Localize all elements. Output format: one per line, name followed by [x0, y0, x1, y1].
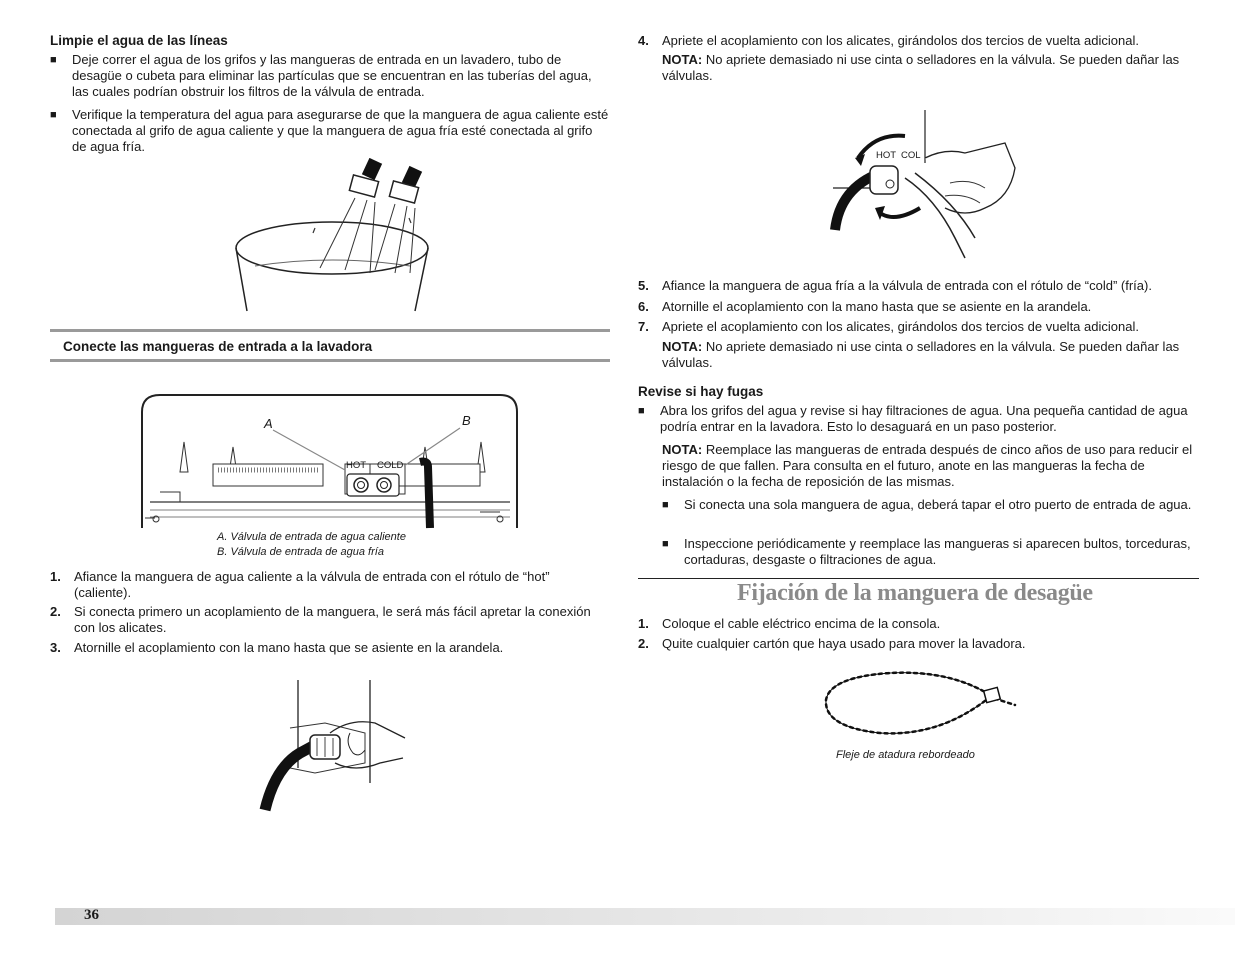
- list-item: [50, 107, 610, 155]
- step-number: 7.: [638, 319, 649, 334]
- note-label: NOTA:: [662, 52, 703, 67]
- step-item: [638, 616, 1198, 632]
- step-number: 5.: [638, 278, 649, 293]
- note-text: Reemplace las mangueras de entrada después de cinco años de uso para reducir el riesgo de que fallen. Para consulta en el futuro, anote en las mangueras la fecha de instalación o la fecha de reposición de las mismas.: [662, 442, 1193, 489]
- bullet-text: Deje correr el agua de los grifos y las mangueras de entrada en un lavadero, tubo de desagüe o cubeta para eliminar las partículas que se encuentran en las tuberías del agua, las cuales podrían obstruir los filtros de la válvula de entrada.: [72, 52, 592, 99]
- list-item: [50, 52, 610, 100]
- step-text: Coloque el cable eléctrico encima de la consola.: [662, 616, 941, 631]
- step-item: [638, 319, 1198, 335]
- divider: [50, 329, 610, 332]
- bullet-text: Verifique la temperatura del agua para asegurarse de que la manguera de agua caliente esté conectada al grifo de agua caliente y que la manguera de agua fría esté conectada al grifo de agua fría.: [72, 107, 609, 154]
- step-text: Afiance la manguera de agua fría a la válvula de entrada con el rótulo de “cold” (fría).: [662, 278, 1152, 293]
- step-item: [638, 33, 1198, 49]
- step-number: 3.: [50, 640, 61, 655]
- note-text: No apriete demasiado ni use cinta o selladores en la válvula. Se pueden dañar las válvulas.: [662, 339, 1180, 370]
- figure-label-a: A: [264, 416, 273, 431]
- hot-label: HOT: [876, 150, 897, 161]
- step-number: 4.: [638, 33, 649, 48]
- step-text: Quite cualquier cartón que haya usado para mover la lavadora.: [662, 636, 1026, 651]
- step-item: [638, 278, 1198, 294]
- section-title-clean-lines: Limpie el agua de las líneas: [50, 33, 228, 48]
- cold-label: COLD: [377, 460, 404, 471]
- pliers-tighten-illustration: [825, 108, 1025, 268]
- page-number: 36: [84, 907, 99, 923]
- step-number: 1.: [50, 569, 61, 584]
- note: [662, 442, 1200, 490]
- bucket-illustration: [225, 158, 440, 318]
- bullet-text: Inspeccione periódicamente y reemplace las mangueras si aparecen bultos, torceduras, cortaduras, desgaste o filtraciones de agua.: [684, 536, 1191, 567]
- note: [662, 339, 1200, 371]
- step-item: [50, 640, 610, 656]
- bullet-text: Abra los grifos del agua y revise si hay filtraciones de agua. Una pequeña cantidad de agua podría entrar en la lavadora. Esto lo desaguará en un paso posterior.: [660, 403, 1188, 434]
- main-section-title: Fijación de la manguera de desagüe: [737, 580, 1093, 606]
- section-title-check-leaks: Revise si hay fugas: [638, 384, 764, 399]
- note-text: No apriete demasiado ni use cinta o selladores en la válvula. Se pueden dañar las válvulas.: [662, 52, 1180, 83]
- step-text: Apriete el acoplamiento con los alicates, girándolos dos tercios de vuelta adicional.: [662, 33, 1139, 48]
- cold-label: COL: [901, 150, 921, 161]
- step-item: [638, 636, 1198, 652]
- divider: [50, 359, 610, 362]
- divider: [638, 578, 1199, 579]
- figure-caption-a: A. Válvula de entrada de agua caliente: [217, 531, 406, 543]
- figure-caption-tie: Fleje de atadura rebordeado: [836, 749, 975, 761]
- list-item: [638, 403, 1200, 435]
- step-item: [50, 604, 610, 636]
- step-item: [50, 569, 610, 601]
- figure-label-b: B: [462, 413, 471, 428]
- figure-caption-b: B. Válvula de entrada de agua fría: [217, 546, 384, 558]
- hot-label: HOT: [346, 460, 367, 471]
- bullet-icon: ■: [662, 538, 669, 550]
- bullet-icon: ■: [662, 499, 669, 511]
- note-label: NOTA:: [662, 442, 703, 457]
- step-number: 1.: [638, 616, 649, 631]
- footer-bar: [55, 908, 1235, 925]
- step-text: Apriete el acoplamiento con los alicates, girándolos dos tercios de vuelta adicional.: [662, 319, 1139, 334]
- step-text: Atornille el acoplamiento con la mano hasta que se asiente en la arandela.: [74, 640, 504, 655]
- list-item: [662, 497, 1200, 513]
- list-item: [662, 536, 1200, 568]
- note-label: NOTA:: [662, 339, 703, 354]
- step-text: Atornille el acoplamiento con la mano hasta que se asiente en la arandela.: [662, 299, 1092, 314]
- step-item: [638, 299, 1198, 315]
- bullet-icon: ■: [638, 405, 645, 417]
- step-number: 6.: [638, 299, 649, 314]
- hand-tighten-illustration: [255, 678, 415, 813]
- step-number: 2.: [638, 636, 649, 651]
- bullet-text: Si conecta una sola manguera de agua, deberá tapar el otro puerto de entrada de agua.: [684, 497, 1192, 512]
- bullet-icon: ■: [50, 109, 57, 121]
- step-text: Afiance la manguera de agua caliente a la válvula de entrada con el rótulo de “hot” (caliente).: [74, 569, 550, 600]
- step-text: Si conecta primero un acoplamiento de la manguera, le será más fácil apretar la conexión con los alicates.: [74, 604, 591, 635]
- bullet-icon: ■: [50, 54, 57, 66]
- step-number: 2.: [50, 604, 61, 619]
- note: [662, 52, 1200, 84]
- beaded-tie-strap-illustration: [820, 665, 1020, 745]
- section-title-connect-hoses: Conecte las mangueras de entrada a la lavadora: [63, 339, 373, 354]
